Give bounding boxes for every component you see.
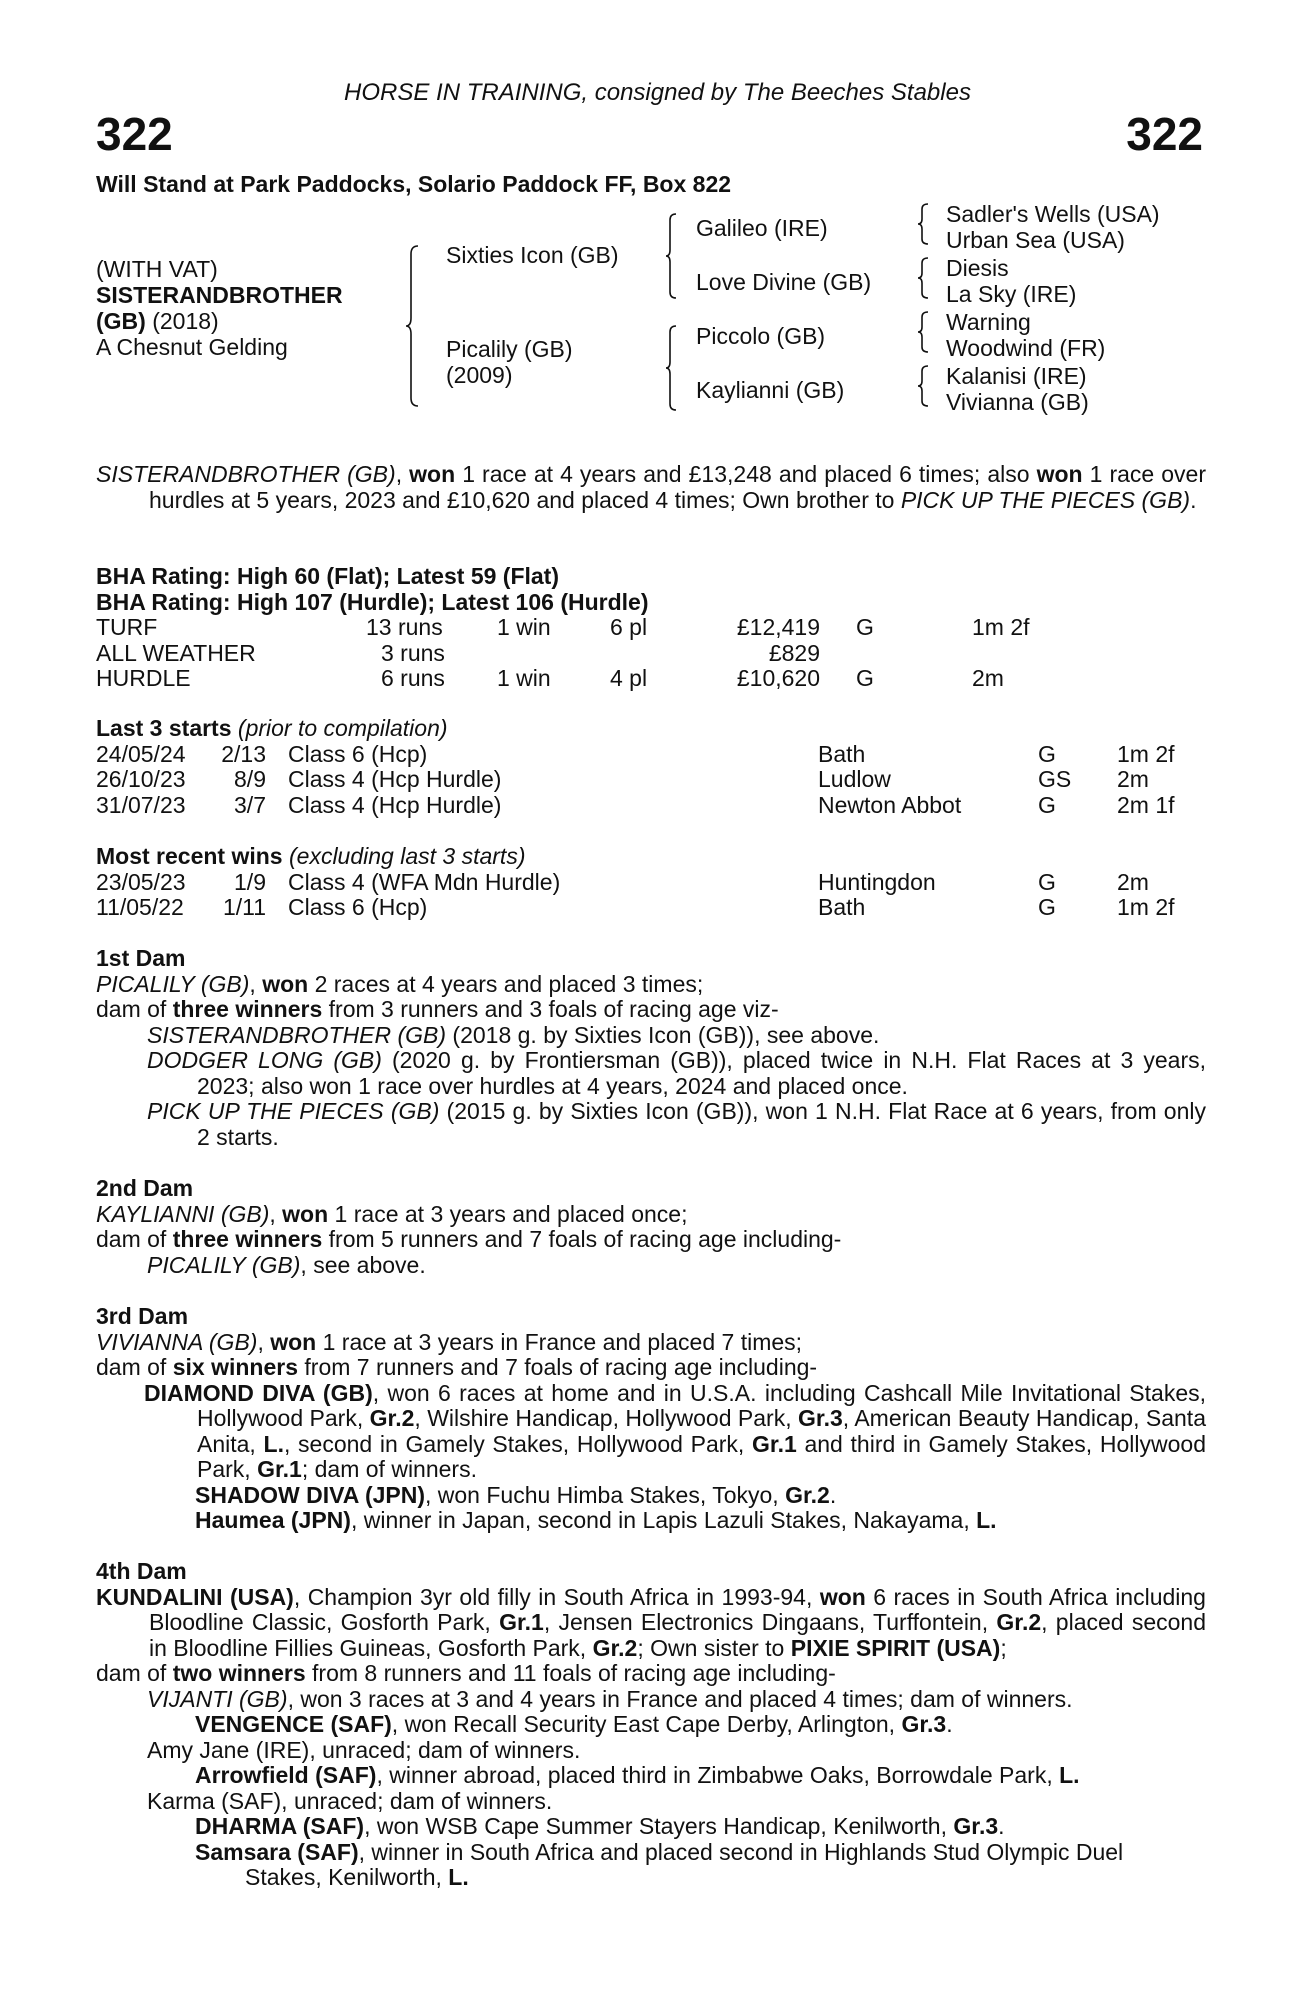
pedigree-dds: Kalanisi (IRE) <box>946 363 1087 389</box>
catalogue-subtitle: HORSE IN TRAINING, consigned by The Beeches Stables <box>344 79 971 106</box>
first-dam-heading: 1st Dam <box>96 945 186 971</box>
start-row: 26/10/23 8/9 Class 4 (Hcp Hurdle) Ludlow GS 2m <box>96 766 1149 792</box>
progeny-entry: Haumea (JPN), winner in Japan, second in Lapis Lazuli Stakes, Nakayama, L. <box>195 1507 997 1533</box>
pedigree-dam: Picalily (GB) <box>446 336 573 362</box>
lot-number-right: 322 <box>1126 108 1203 160</box>
progeny-entry: DHARMA (SAF), won WSB Cape Summer Stayers Handicap, Kenilworth, Gr.3. <box>195 1813 1005 1839</box>
rating-hurdle: BHA Rating: High 107 (Hurdle); Latest 106 (Hurdle) <box>96 588 649 615</box>
progeny-entry: Karma (SAF), unraced; dam of winners. <box>147 1787 553 1814</box>
pedigree-brace-dd <box>916 364 930 408</box>
pedigree-dss: Warning <box>946 309 1031 335</box>
horse-description: A Chesnut Gelding <box>96 334 288 360</box>
first-dam-section: 1st Dam PICALILY (GB), won 2 races at 4 years and placed 3 times; dam of three winners from 3 runners and 3 foals of racing age viz- SISTERANDBROTHER (GB) (2018 g. by Sixties Icon (GB)), see above. DODGER LONG (GB) (2020 g. by Frontiersman (GB)), placed twice in N.H. Flat Races at 3 years, 2023; also won 1 race over hurdles at 4 years, 2024 and placed once. PICK UP THE PIECES (GB) (2015 g. by Sixties Icon (GB)), won 1 N.H. Flat Race at 6 years, from only 2 starts. <box>96 945 1207 1150</box>
progeny-entry: VIJANTI (GB), won 3 races at 3 and 4 years in France and placed 4 times; dam of winners. <box>147 1685 1073 1712</box>
progeny-entry: PICK UP THE PIECES (GB) (2015 g. by Sixties Icon (GB)), won 1 N.H. Flat Race at 6 years, from only 2 starts. <box>147 1098 1206 1150</box>
last-3-starts <box>96 716 1206 818</box>
third-dam-heading: 3rd Dam <box>96 1303 189 1329</box>
pedigree-brace-sire <box>664 212 678 300</box>
pedigree-sss: Sadler's Wells (USA) <box>946 201 1160 227</box>
pedigree-dsd: Woodwind (FR) <box>946 335 1106 361</box>
pedigree-brace-main <box>404 244 420 408</box>
pedigree-brace-ds <box>916 310 930 354</box>
horse-country-year: (GB) (2018) <box>96 308 219 334</box>
most-recent-wins <box>96 844 1206 921</box>
pedigree-brace-ss <box>916 202 930 246</box>
progeny-entry: PICALILY (GB), see above. <box>147 1251 426 1278</box>
pedigree-dam-year: (2009) <box>446 362 513 388</box>
stats-row-all-weather: ALL WEATHER 3 runs £829 <box>96 639 820 666</box>
horse-vat: (WITH VAT) <box>96 256 218 282</box>
pedigree-ssd: Urban Sea (USA) <box>946 227 1125 253</box>
last-3-heading: Last 3 starts (prior to compilation) <box>96 715 448 741</box>
second-dam-heading: 2nd Dam <box>96 1175 194 1201</box>
pedigree-brace-dam <box>664 324 678 412</box>
pedigree-sire: Sixties Icon (GB) <box>446 242 619 268</box>
recent-wins-heading: Most recent wins (excluding last 3 starts) <box>96 843 526 869</box>
pedigree-dam-dam: Kaylianni (GB) <box>696 377 845 403</box>
win-row: 23/05/23 1/9 Class 4 (WFA Mdn Hurdle) Huntingdon G 2m <box>96 868 1149 895</box>
progeny-entry: Arrowfield (SAF), winner abroad, placed third in Zimbabwe Oaks, Borrowdale Park, L. <box>195 1762 1080 1788</box>
progeny-entry: Amy Jane (IRE), unraced; dam of winners. <box>147 1736 581 1763</box>
pedigree-ddd: Vivianna (GB) <box>946 389 1089 415</box>
pedigree-sdd: La Sky (IRE) <box>946 281 1077 307</box>
fourth-dam-heading: 4th Dam <box>96 1558 187 1584</box>
pedigree-sire-sire: Galileo (IRE) <box>696 215 828 241</box>
fourth-dam-section: 4th Dam KUNDALINI (USA), Champion 3yr old filly in South Africa in 1993-94, won 6 races in South Africa including Bloodline Classic, Gosforth Park, Gr.1, Jensen Electronics Dingaans, Turffontein, Gr.2, placed second in Bloodline Fillies Guineas, Gosforth Park, Gr.2; Own sister to PIXIE SPIRIT (USA); dam of two winners from 8 runners and 11 foals of racing age including- VIJANTI (GB), won 3 races at 3 and 4 years in France and placed 4 times; dam of winners. VENGENCE (SAF), won Recall Security East Cape Derby, Arlington, Gr.3. Amy Jane (IRE), unraced; dam of winners. Arrowfield (SAF), winner abroad, placed third in Zimbabwe Oaks, Borrowdale Park, L. Karma (SAF), unraced; dam of winners. DHARMA (SAF), won WSB Cape Summer Stayers Handicap, Kenilworth, Gr.3. Samsara (SAF), winner in South Africa and placed second in Highlands Stud Olympic Duel Stakes, Kenilworth, L. <box>96 1558 1206 1890</box>
progeny-entry: SISTERANDBROTHER (GB) (2018 g. by Sixties Icon (GB)), see above. <box>147 1021 880 1048</box>
win-row: 11/05/22 1/11 Class 6 (Hcp) Bath G 1m 2f <box>96 894 1175 920</box>
third-dam-section: 3rd Dam VIVIANNA (GB), won 1 race at 3 years in France and placed 7 times; dam of six winners from 7 runners and 7 foals of racing age including- DIAMOND DIVA (GB), won 6 races at home and in U.S.A. including Cashcall Mile Invitational Stakes, Hollywood Park, Gr.2, Wilshire Handicap, Hollywood Park, Gr.3, American Beauty Handicap, Santa Anita, L., second in Gamely Stakes, Hollywood Park, Gr.1 and third in Gamely Stakes, Hollywood Park, Gr.1; dam of winners. SHADOW DIVA (JPN), won Fuchu Himba Stakes, Tokyo, Gr.2. Haumea (JPN), winner in Japan, second in Lapis Lazuli Stakes, Nakayama, L. <box>96 1303 1206 1533</box>
progeny-entry: SHADOW DIVA (JPN), won Fuchu Himba Stakes, Tokyo, Gr.2. <box>195 1481 837 1508</box>
stand-location: Will Stand at Park Paddocks, Solario Paddock FF, Box 822 <box>96 171 732 197</box>
pedigree-sds: Diesis <box>946 255 1009 281</box>
fourth-dam-record: KUNDALINI (USA), Champion 3yr old filly in South Africa in 1993-94, won 6 races in South Africa including Bloodline Classic, Gosforth Park, Gr.1, Jensen Electronics Dingaans, Turffontein, Gr.2, placed second in Bloodline Fillies Guineas, Gosforth Park, Gr.2; Own sister to PIXIE SPIRIT (USA); <box>96 1583 1206 1661</box>
rating-flat: BHA Rating: High 60 (Flat); Latest 59 (Flat) <box>96 563 559 589</box>
pedigree-dam-sire: Piccolo (GB) <box>696 323 826 349</box>
horse-name: SISTERANDBROTHER <box>96 282 343 308</box>
pedigree-brace-sd <box>916 256 930 300</box>
progeny-entry: DIAMOND DIVA (GB), won 6 races at home and in U.S.A. including Cashcall Mile Invitational Stakes, Hollywood Park, Gr.2, Wilshire Handicap, Hollywood Park, Gr.3, American Beauty Handicap, Santa Anita, L., second in Gamely Stakes, Hollywood Park, Gr.1 and third in Gamely Stakes, Hollywood Park, Gr.1; dam of winners. <box>144 1379 1206 1482</box>
start-row: 31/07/23 3/7 Class 4 (Hcp Hurdle) Newton Abbot G 2m 1f <box>96 791 1175 818</box>
stats-row-turf: TURF 13 runs 1 win 6 pl £12,419 G 1m 2f <box>96 614 1030 640</box>
pedigree-sire-dam: Love Divine (GB) <box>696 269 872 295</box>
second-dam-section: 2nd Dam KAYLIANNI (GB), won 1 race at 3 years and placed once; dam of three winners from 5 runners and 7 foals of racing age including- PICALILY (GB), see above. <box>96 1176 1206 1278</box>
ratings-block <box>96 564 1206 692</box>
race-summary: SISTERANDBROTHER (GB), won 1 race at 4 years and £13,248 and placed 6 times; also won 1 race over hurdles at 5 years, 2023 and £10,620 and placed 4 times; Own brother to PICK UP THE PIECES (GB). <box>96 461 1206 513</box>
progeny-entry: Samsara (SAF), winner in South Africa and placed second in Highlands Stud Olympic Duel Stakes, Kenilworth, L. <box>195 1838 1124 1890</box>
lot-number-left: 322 <box>96 108 173 160</box>
start-row: 24/05/24 2/13 Class 6 (Hcp) Bath G 1m 2f <box>96 740 1175 767</box>
progeny-entry: VENGENCE (SAF), won Recall Security East Cape Derby, Arlington, Gr.3. <box>195 1711 953 1737</box>
stats-row-hurdle: HURDLE 6 runs 1 win 4 pl £10,620 G 2m <box>96 665 1004 691</box>
progeny-entry: DODGER LONG (GB) (2020 g. by Frontiersman (GB)), placed twice in N.H. Flat Races at 3 years, 2023; also won 1 race over hurdles at 4 years, 2024 and placed once. <box>147 1047 1207 1099</box>
